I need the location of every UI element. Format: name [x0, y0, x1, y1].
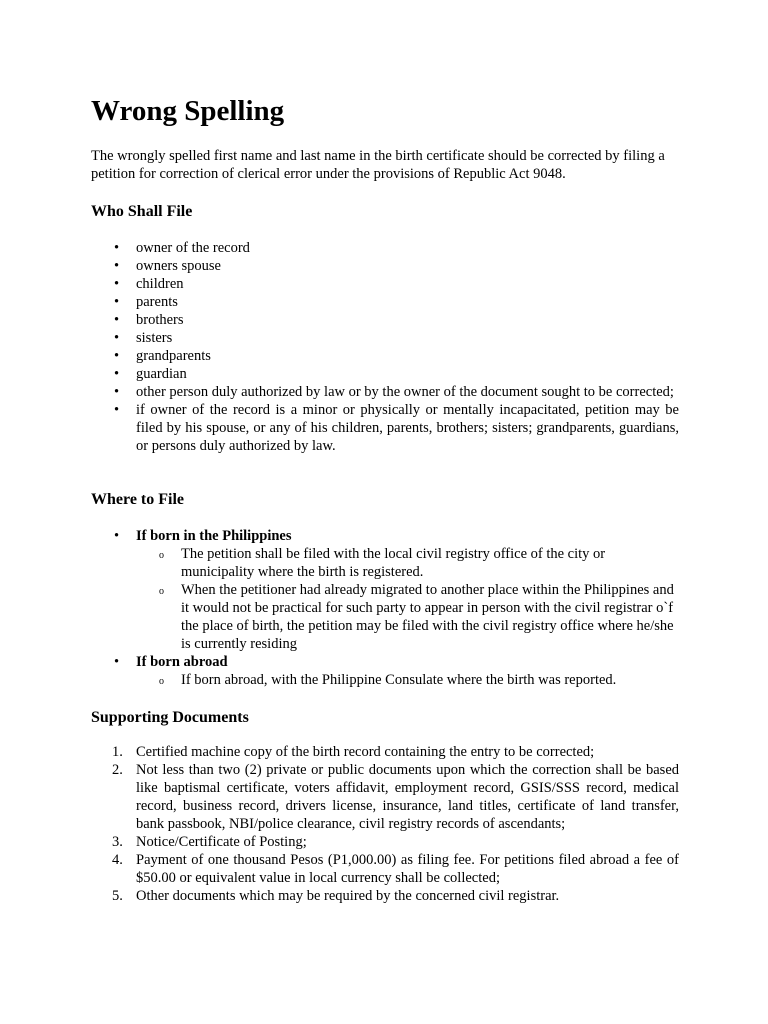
where-group — [91, 653, 679, 689]
numbered-item — [91, 743, 679, 761]
item-text: Certified machine copy of the birth record containing the entry to be corrected; — [136, 744, 595, 760]
supporting-documents-heading: Supporting Documents — [91, 709, 249, 726]
list-item: • parents — [91, 293, 679, 311]
list-item: • grandparents — [91, 347, 679, 365]
list-item: • if owner of the record is a minor or physically or mentally incapacitated, petition may be filed by his spouse, or any of his children, parents, brothers; sisters; grandparents, guardians, or persons duly authorized by law. — [91, 401, 679, 455]
numbered-item — [91, 833, 679, 851]
numbered-item — [91, 851, 679, 887]
list-item: • brothers — [91, 311, 679, 329]
list-item: • guardian — [91, 365, 679, 383]
item-number: 5. — [112, 888, 123, 904]
sub-list-item: o If born abroad, with the Philippine Consulate where the birth was reported. — [136, 671, 679, 689]
item-text: Notice/Certificate of Posting; — [136, 834, 307, 850]
list-item: • owners spouse — [91, 257, 679, 275]
who-shall-file-list — [91, 239, 679, 455]
where-sublist — [136, 545, 679, 653]
list-item: • owner of the record — [91, 239, 679, 257]
where-to-file-heading: Where to File — [91, 491, 185, 508]
intro-paragraph: The wrongly spelled first name and last name in the birth certificate should be corrected by filing a petition for correction of clerical error under the provisions of Republic Act 9048. — [91, 148, 665, 182]
item-text: Payment of one thousand Pesos (P1,000.00) as filing fee. For petitions filed abroad a fee of $50.00 or equivalent value in local currency shall be collected; — [136, 852, 679, 886]
numbered-item — [91, 887, 679, 905]
where-group-label: If born abroad — [136, 654, 228, 670]
where-group — [91, 527, 679, 653]
sub-list-item: o The petition shall be filed with the local civil registry office of the city or municipality where the birth is registered. — [136, 545, 679, 581]
item-number: 3. — [112, 834, 123, 850]
item-text: Not less than two (2) private or public documents upon which the correction shall be based like baptismal certificate, voters affidavit, employment record, GSIS/SSS record, medical record, business record, drivers license, insurance, land titles, certificate of land transfer, bank passbook, NBI/police clearance, civil registry records of ascendants; — [136, 762, 679, 832]
numbered-item — [91, 761, 679, 833]
item-number: 1. — [112, 744, 123, 760]
list-item: • sisters — [91, 329, 679, 347]
list-item: • children — [91, 275, 679, 293]
item-number: 2. — [112, 762, 123, 778]
where-to-file-list — [91, 527, 679, 689]
where-sublist — [136, 671, 679, 689]
item-number: 4. — [112, 852, 123, 868]
supporting-documents-list — [91, 743, 679, 905]
page-title: Wrong Spelling — [91, 95, 285, 127]
who-shall-file-heading: Who Shall File — [91, 203, 193, 220]
list-item: • other person duly authorized by law or by the owner of the document sought to be corrected; — [91, 383, 679, 401]
item-text: Other documents which may be required by the concerned civil registrar. — [136, 888, 560, 904]
where-group-label: If born in the Philippines — [136, 528, 292, 544]
sub-list-item: o When the petitioner had already migrated to another place within the Philippines and it would not be practical for such party to appear in person with the civil registrar o`f the place of birth, the petition may be filed with the civil registry office where he/she is currently residing — [136, 581, 679, 653]
